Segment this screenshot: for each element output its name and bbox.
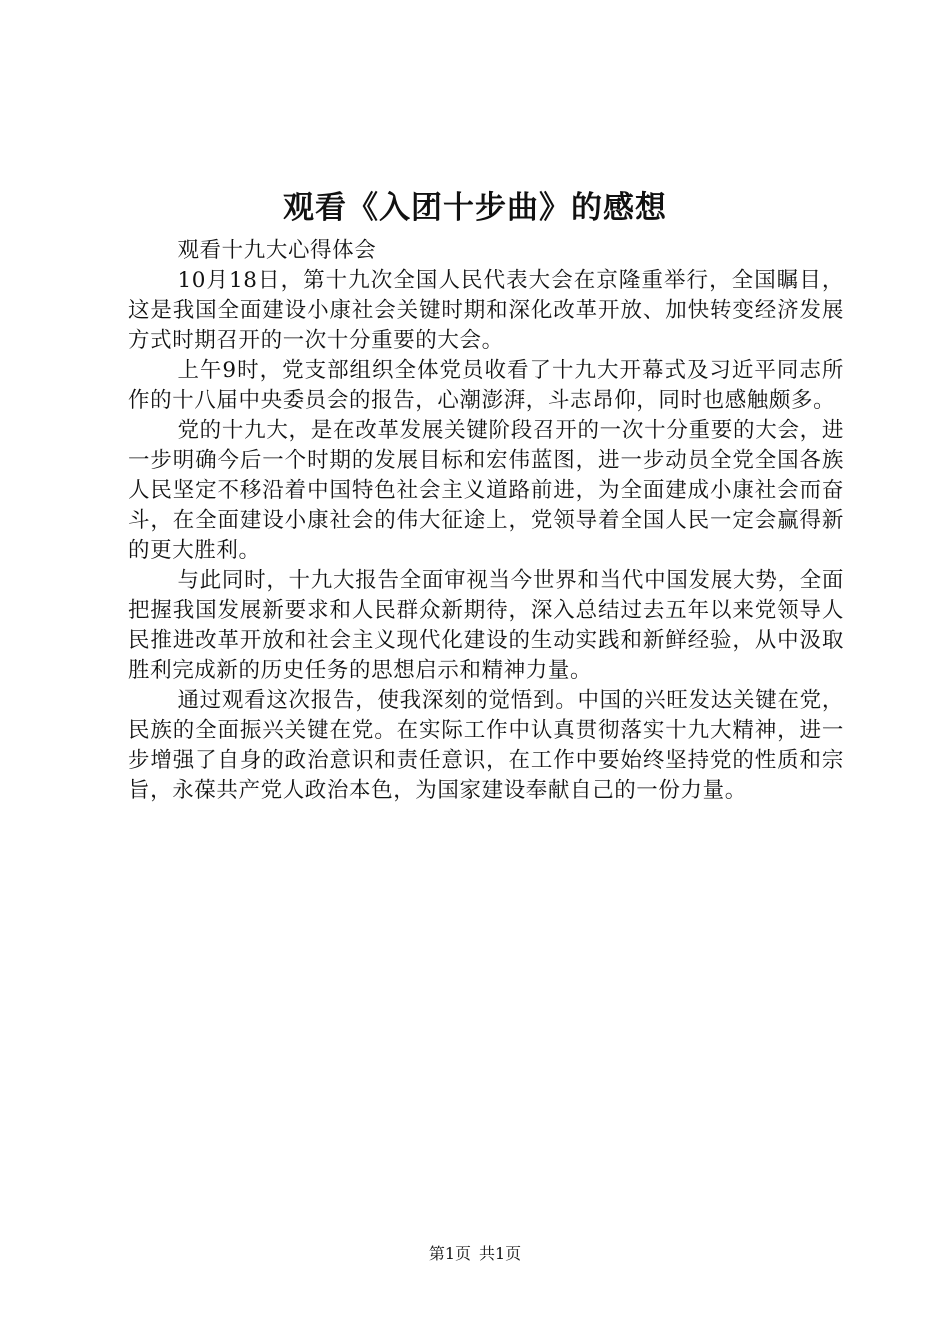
document-body [128, 236, 844, 806]
subtitle-paragraph: 观看十九大心得体会 [177, 238, 377, 263]
body-paragraph: 党的十九大，是在改革发展关键阶段召开的一次十分重要的大会，进一步明确今后一个时期的发展目标和宏伟蓝图，进一步动员全党全国各族人民坚定不移沿着中国特色社会主义道路前进，为全面建成小康社会而奋斗，在全面建设小康社会的伟大征途上，党领导着全国人民一定会赢得新的更大胜利。 [128, 418, 844, 563]
body-paragraph: 上午9时，党支部组织全体党员收看了十九大开幕式及习近平同志所作的十八届中央委员会的报告，心潮澎湃，斗志昂仰，同时也感触颇多。 [128, 358, 844, 413]
page-footer [0, 1242, 950, 1266]
body-paragraph: 与此同时，十九大报告全面审视当今世界和当代中国发展大势，全面把握我国发展新要求和人民群众新期待，深入总结过去五年以来党领导人民推进改革开放和社会主义现代化建设的生动实践和新鲜经验，从中汲取胜利完成新的历史任务的思想启示和精神力量。 [128, 568, 844, 683]
body-paragraph: 通过观看这次报告，使我深刻的觉悟到。中国的兴旺发达关键在党，民族的全面振兴关键在党。在实际工作中认真贯彻落实十九大精神，进一步增强了自身的政治意识和责任意识，在工作中要始终坚持党的性质和宗旨，永葆共产党人政治本色，为国家建设奉献自己的一份力量。 [128, 688, 844, 803]
document-title: 观看《入团十步曲》的感想 [283, 190, 667, 226]
page-total: 共1页 [479, 1244, 522, 1263]
page-number: 第1页 [428, 1244, 471, 1263]
body-paragraph: 10月18日，第十九次全国人民代表大会在京隆重举行，全国瞩目，这是我国全面建设小康社会关键时期和深化改革开放、加快转变经济发展方式时期召开的一次十分重要的大会。 [128, 268, 844, 353]
